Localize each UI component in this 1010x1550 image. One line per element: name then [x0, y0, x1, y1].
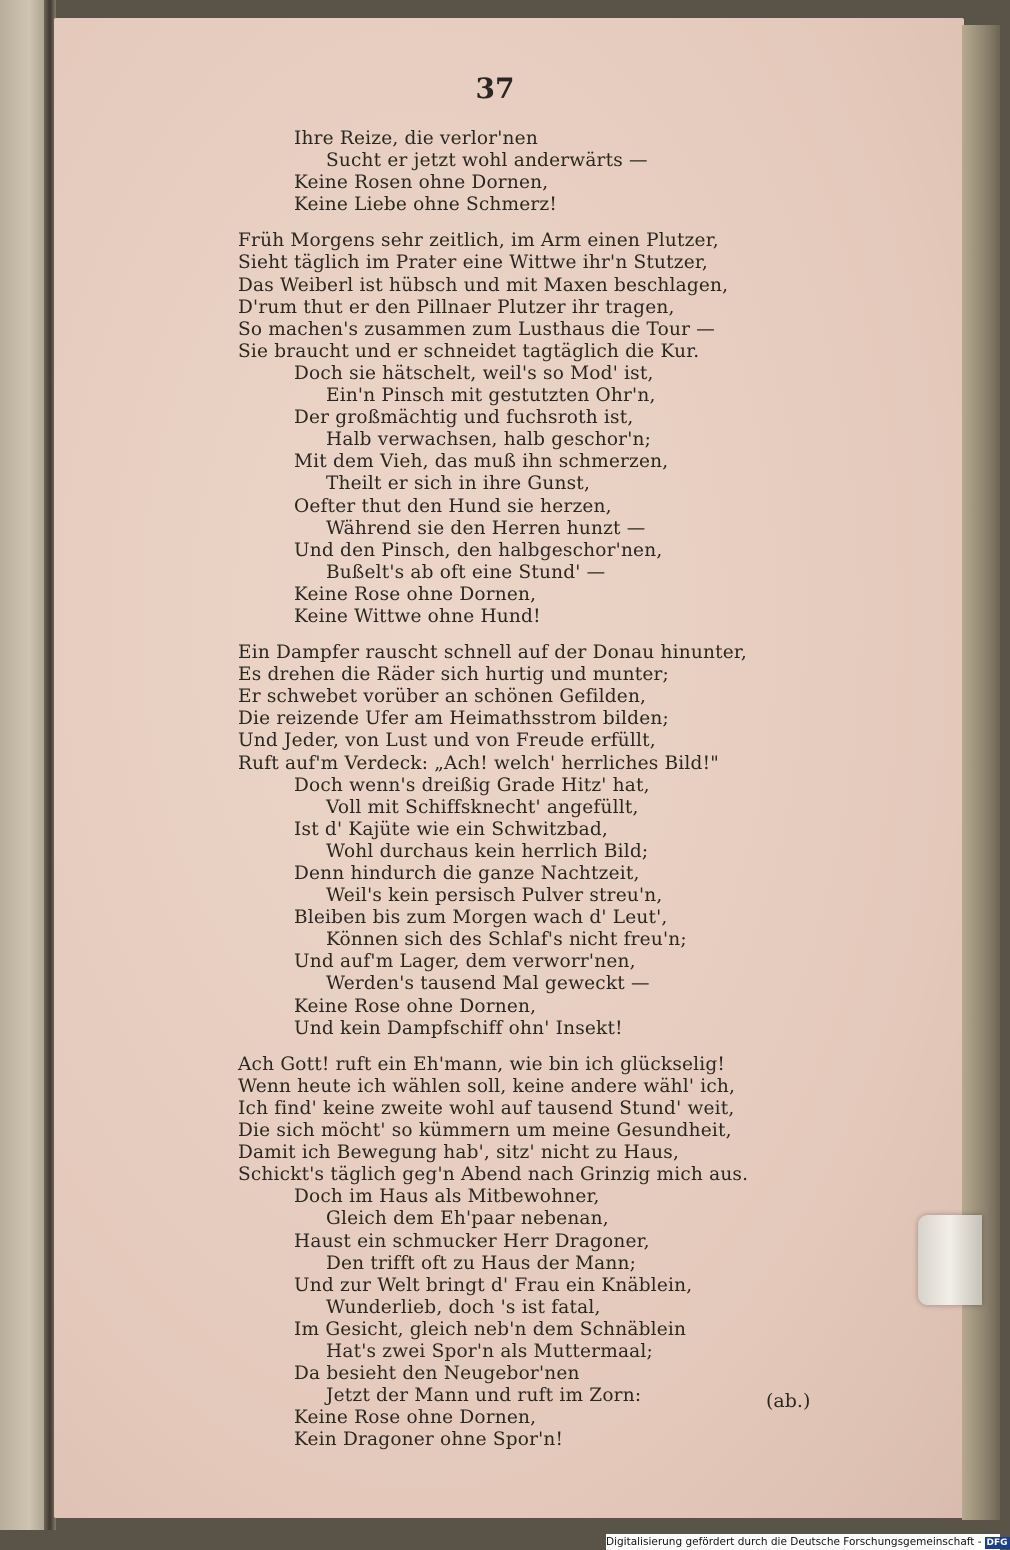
verse-line: Gleich dem Eh'paar nebenan, — [326, 1208, 609, 1230]
verse-line: Weil's kein persisch Pulver streu'n, — [326, 885, 663, 907]
verse-line: Ihre Reize, die verlor'nen — [294, 128, 538, 149]
stanza — [238, 1054, 818, 1452]
verse-line: Früh Morgens sehr zeitlich, im Arm einen Plutzer, — [238, 230, 719, 252]
verse-line: Werden's tausend Mal geweckt — — [326, 973, 650, 995]
page-holder-clip — [918, 1215, 982, 1305]
verse-line: Jetzt der Mann und ruft im Zorn: — [326, 1385, 642, 1407]
verse-line: D'rum thut er den Pillnaer Plutzer ihr tragen, — [238, 296, 675, 318]
verse-line: Doch sie hätschelt, weil's so Mod' ist, — [294, 362, 654, 384]
verse-line: Das Weiberl ist hübsch und mit Maxen beschlagen, — [238, 274, 729, 296]
left-page-edge — [0, 0, 48, 1530]
verse-line: Keine Rose ohne Dornen, — [294, 583, 537, 605]
verse-line: Der großmächtig und fuchsroth ist, — [294, 407, 634, 429]
verse-line: Keine Wittwe ohne Hund! — [294, 605, 541, 627]
verse-line: Wohl durchaus kein herrlich Bild; — [326, 840, 649, 862]
verse-line: Keine Liebe ohne Schmerz! — [294, 194, 558, 216]
verse-line: Ist d' Kajüte wie ein Schwitzbad, — [294, 818, 609, 840]
verse-line: Können sich des Schlaf's nicht freu'n; — [326, 929, 687, 951]
verse-line: Im Gesicht, gleich neb'n dem Schnäblein — [294, 1318, 687, 1340]
verse-line: Da besieht den Neugebor'nen — [294, 1363, 580, 1385]
verse-line: Hat's zwei Spor'n als Muttermaal; — [326, 1340, 653, 1362]
verse-line: Wenn heute ich wählen soll, keine andere wähl' ich, — [238, 1075, 736, 1097]
stanza — [238, 642, 818, 1040]
verse-line: Doch im Haus als Mitbewohner, — [294, 1186, 600, 1208]
dfg-logo: DFG — [986, 1538, 1008, 1548]
verse-line: Und zur Welt bringt d' Frau ein Knäblein, — [294, 1274, 693, 1296]
verse-line: Die sich möcht' so kümmern um meine Gesundheit, — [238, 1120, 732, 1142]
verse-line: Voll mit Schiffsknecht' angefüllt, — [326, 796, 639, 818]
verse-line: Damit ich Bewegung hab', sitz' nicht zu Haus, — [238, 1142, 680, 1164]
stanza-gap — [238, 216, 818, 230]
verse-line: Sie braucht und er schneidet tagtäglich die Kur. — [238, 340, 700, 362]
verse-line: Ich find' keine zweite wohl auf tausend Stund' weit, — [238, 1097, 735, 1119]
verse-line: Und auf'm Lager, dem verworr'nen, — [294, 951, 636, 973]
verse-line: Er schwebet vorüber an schönen Gefilden, — [238, 686, 647, 708]
verse-line: Halb verwachsen, halb geschor'n; — [326, 429, 652, 451]
digitization-credit — [606, 1534, 1008, 1550]
verse-line: Sucht er jetzt wohl anderwärts — — [326, 150, 648, 172]
verse-line: Keine Rose ohne Dornen, — [294, 1407, 537, 1429]
verse-line: Wunderlieb, doch 's ist fatal, — [326, 1296, 601, 1318]
verse-line: Bleiben bis zum Morgen wach d' Leut', — [294, 907, 668, 929]
verse-line: Den trifft oft zu Haus der Mann; — [326, 1252, 637, 1274]
verse-line: Sieht täglich im Prater eine Wittwe ihr'n Stutzer, — [238, 252, 708, 274]
verse-line: Ruft auf'm Verdeck: „Ach! welch' herrliches Bild!" — [238, 752, 719, 774]
verse-line: Oefter thut den Hund sie herzen, — [294, 495, 612, 517]
verse-line: Mit dem Vieh, das muß ihn schmerzen, — [294, 451, 669, 473]
verse-line: Es drehen die Räder sich hurtig und munter; — [238, 664, 669, 686]
verse-line: Und den Pinsch, den halbgeschor'nen, — [294, 539, 663, 561]
verse-line: Die reizende Ufer am Heimathsstrom bilden; — [238, 708, 669, 730]
verse-line: Keine Rose ohne Dornen, — [294, 995, 537, 1017]
page-number: 37 — [475, 72, 515, 105]
verse-line: Und Jeder, von Lust und von Freude erfüllt, — [238, 730, 656, 752]
verse-line: Denn hindurch die ganze Nachtzeit, — [294, 863, 640, 884]
verse-line: Theilt er sich in ihre Gunst, — [326, 473, 591, 495]
verse-line: Haust ein schmucker Herr Dragoner, — [294, 1230, 650, 1252]
verse-line: Doch wenn's dreißig Grade Hitz' hat, — [294, 774, 650, 796]
verse-line: Schickt's täglich geg'n Abend nach Grinzig mich aus. — [238, 1164, 749, 1186]
stage-direction: (ab.) — [766, 1390, 811, 1412]
verse-line: Bußelt's ab oft eine Stund' — — [326, 561, 606, 583]
verse-line: Kein Dragoner ohne Spor'n! — [294, 1429, 564, 1451]
stanza-gap — [238, 628, 818, 642]
verse-line: Während sie den Herren hunzt — — [326, 517, 646, 539]
verse-line: Ach Gott! ruft ein Eh'mann, wie bin ich glückselig! — [238, 1053, 726, 1075]
stanza-gap — [238, 1040, 818, 1054]
stanza — [238, 230, 818, 628]
verse-line: Ein Dampfer rauscht schnell auf der Donau hinunter, — [238, 642, 747, 664]
verse-line: Ein'n Pinsch mit gestutzten Ohr'n, — [326, 385, 656, 407]
verse-line: Keine Rosen ohne Dornen, — [294, 172, 549, 194]
stanza — [238, 128, 818, 216]
credit-text: Digitalisierung gefördert durch die Deutsche Forschungsgemeinschaft - — [606, 1536, 982, 1548]
verse-line: Und kein Dampfschiff ohn' Insekt! — [294, 1017, 623, 1039]
verse-line: So machen's zusammen zum Lusthaus die Tour — — [238, 318, 715, 340]
poem-text — [238, 128, 818, 1451]
